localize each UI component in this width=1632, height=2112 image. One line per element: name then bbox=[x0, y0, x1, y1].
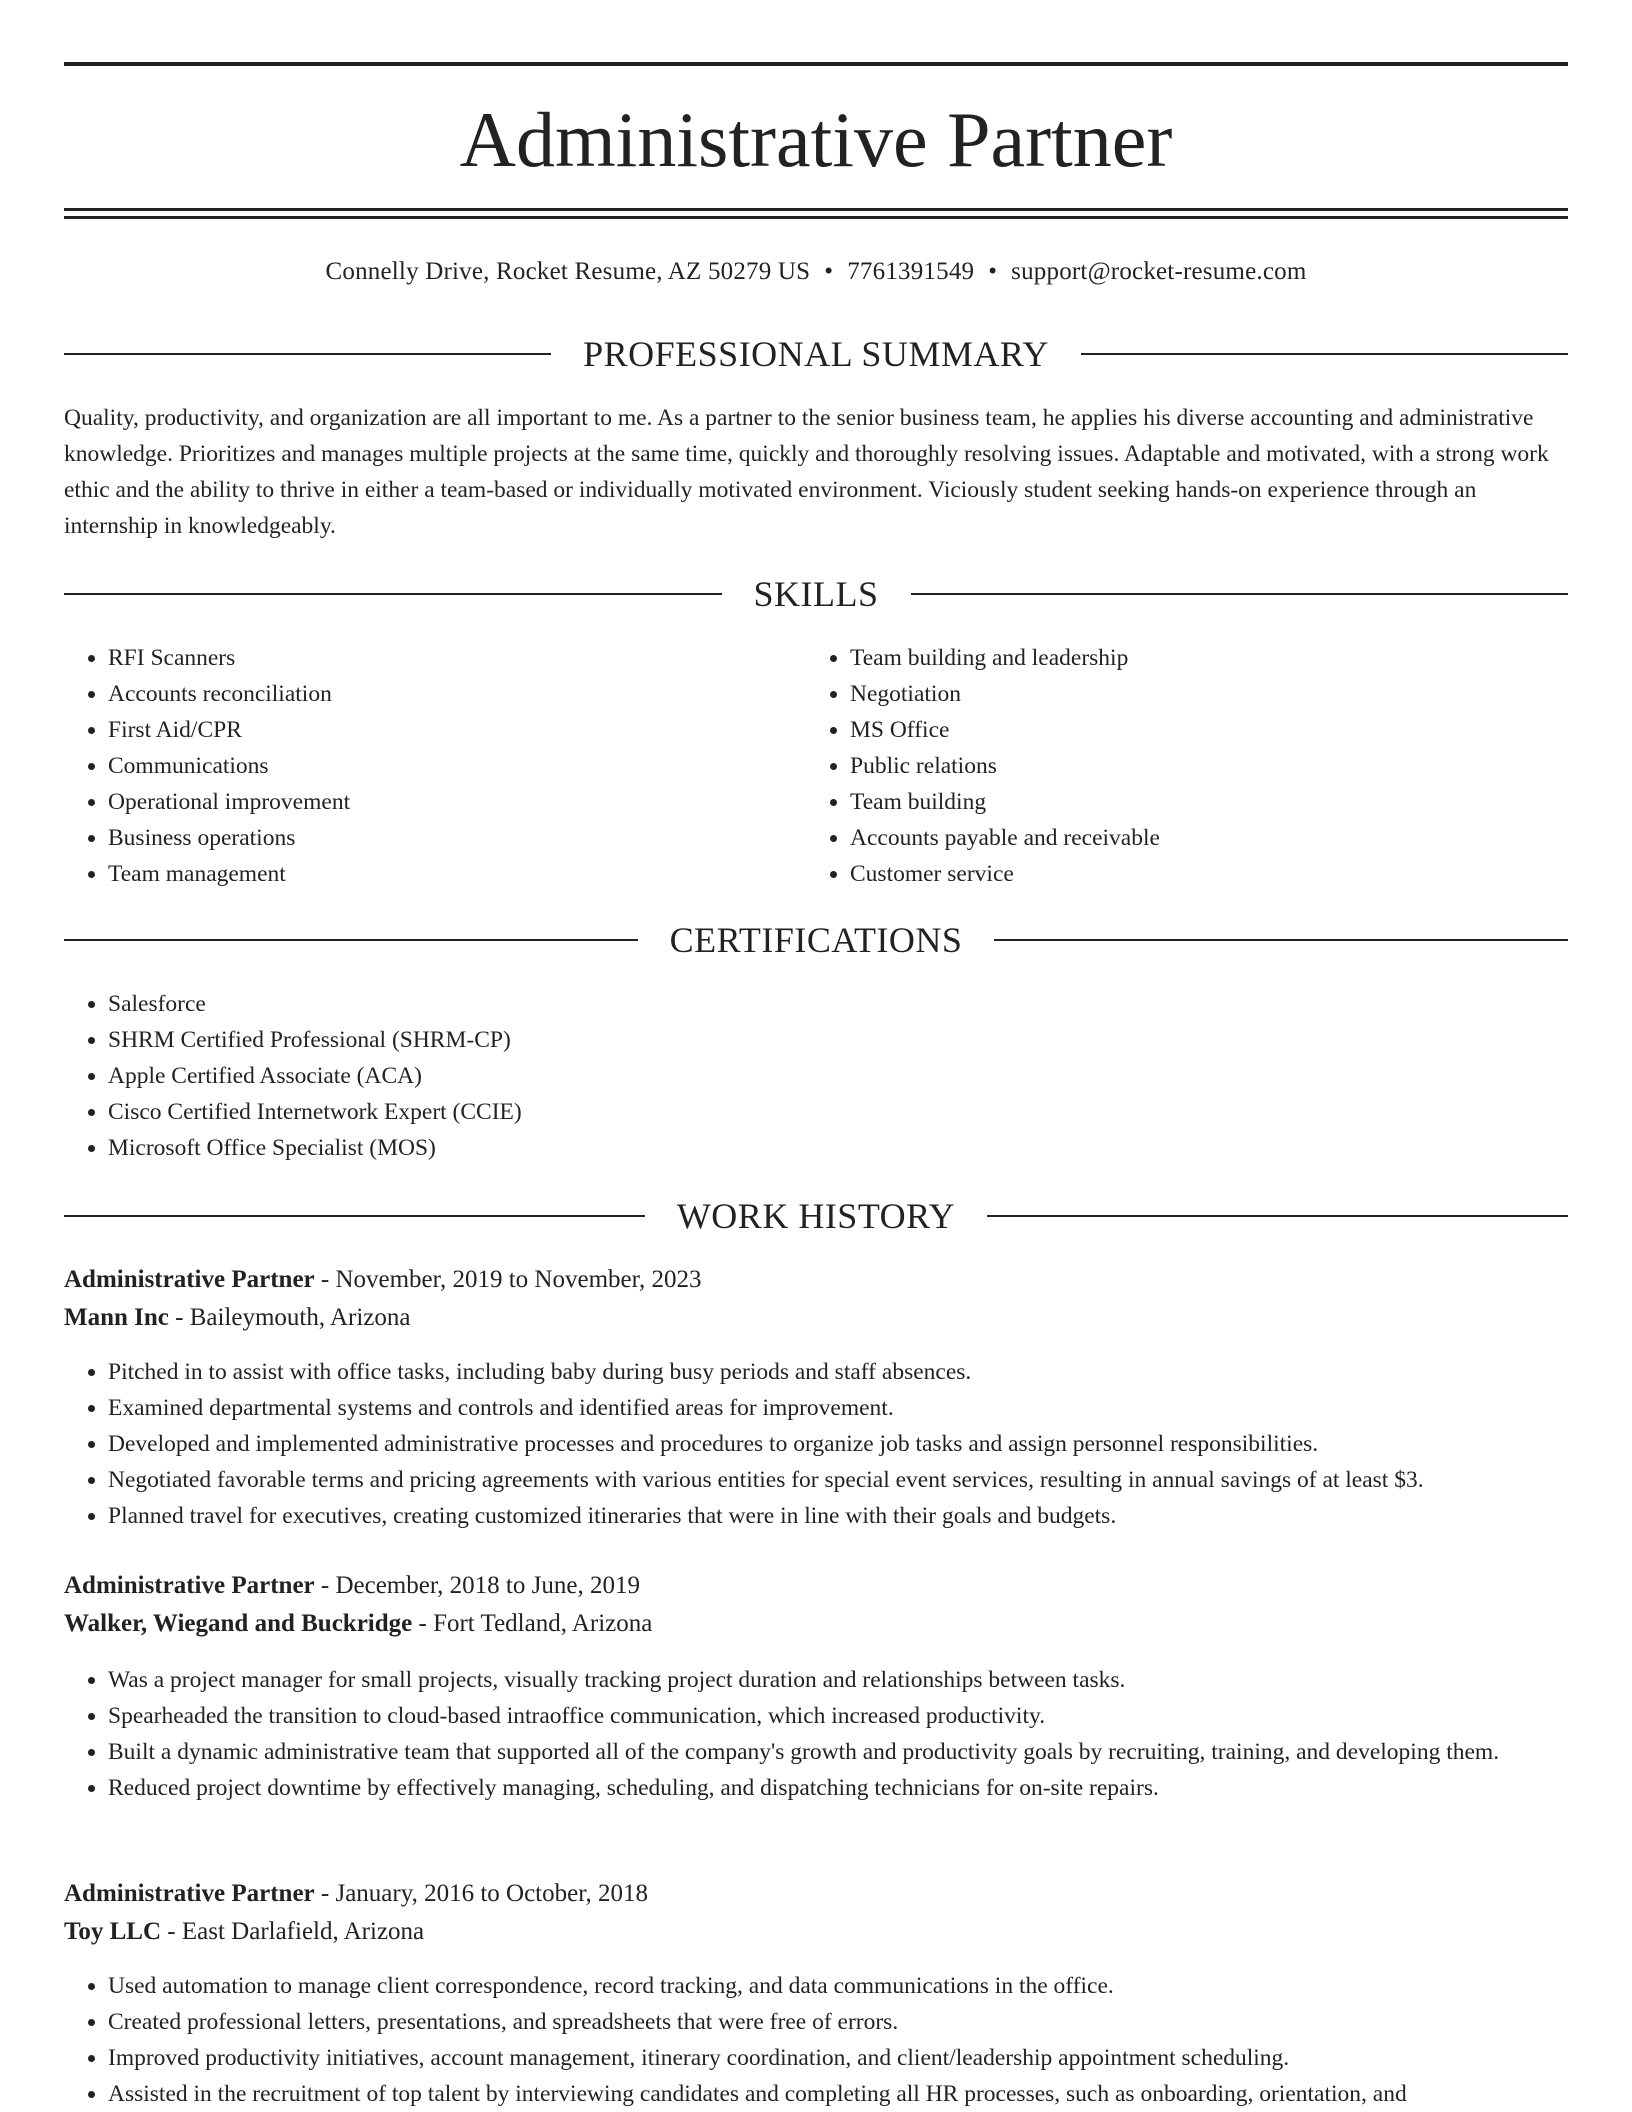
job-location: - East Darlafield, Arizona bbox=[161, 1918, 425, 1945]
job-bullet: • Pitched in to assist with office tasks, including baby during busy periods and staff absences. bbox=[108, 1354, 1568, 1390]
job-bullet: • Developed and implemented administrative processes and procedures to organize job tasks and assign personnel responsibilities. bbox=[108, 1426, 1568, 1462]
certifications-heading bbox=[64, 918, 1568, 962]
job-title-line bbox=[64, 1261, 1568, 1299]
skill-item: • Negotiation bbox=[850, 676, 1566, 712]
job-title-line bbox=[64, 1567, 1568, 1605]
job-role: Administrative Partner bbox=[64, 1880, 315, 1907]
summary-text: Quality, productivity, and organization are all important to me. As a partner to the senior business team, he applies his diverse accounting and administrative knowledge. Prioritizes and manages multiple projects at the same time, quickly and thoroughly resolving issues. Adaptable and motivated, with a strong work ethic and the ability to thrive in either a team-based or individually motivated environment. Viciously student seeking hands-on experience through an internship in knowledgeably. bbox=[64, 405, 1549, 539]
certifications-list bbox=[64, 986, 1568, 1166]
job-bullet: • Used automation to manage client correspondence, record tracking, and data communications in the office. bbox=[108, 1968, 1568, 2004]
contact-separator: • bbox=[988, 258, 998, 285]
job-bullet: • Planned travel for executives, creating customized itineraries that were in line with their goals and budgets. bbox=[108, 1498, 1568, 1534]
contact-phone: 7761391549 bbox=[847, 258, 975, 285]
job-bullet: • Assisted in the recruitment of top talent by interviewing candidates and completing all HR processes, such as onboarding, orientation, and bbox=[108, 2076, 1568, 2112]
skill-item: • Business operations bbox=[108, 820, 804, 856]
contact-address: Connelly Drive, Rocket Resume, AZ 50279 US bbox=[325, 258, 811, 285]
skill-item: • Operational improvement bbox=[108, 784, 804, 820]
job-role: Administrative Partner bbox=[64, 1572, 315, 1599]
skill-item: • MS Office bbox=[850, 712, 1566, 748]
skill-item: • Team building and leadership bbox=[850, 640, 1566, 676]
job-entry bbox=[64, 1567, 1568, 1643]
skills-heading-label: SKILLS bbox=[753, 574, 879, 614]
job-bullet: • Examined departmental systems and controls and identified areas for improvement. bbox=[108, 1390, 1568, 1426]
job-dates: - December, 2018 to June, 2019 bbox=[314, 1572, 640, 1599]
job-entry bbox=[64, 1875, 1568, 1951]
skill-item: • First Aid/CPR bbox=[108, 712, 804, 748]
job-role: Administrative Partner bbox=[64, 1266, 315, 1293]
summary-heading-label: PROFESSIONAL SUMMARY bbox=[583, 334, 1049, 374]
job-company: Toy LLC bbox=[64, 1918, 162, 1945]
job-bullets bbox=[64, 1662, 1568, 1806]
job-location: - Fort Tedland, Arizona bbox=[412, 1610, 653, 1637]
skills-right-column bbox=[806, 640, 1566, 892]
header-double-rule bbox=[64, 208, 1568, 219]
work-history-heading-label: WORK HISTORY bbox=[676, 1196, 956, 1236]
job-company-line bbox=[64, 1605, 1568, 1643]
certification-item: • Cisco Certified Internetwork Expert (CCIE) bbox=[108, 1094, 1568, 1130]
job-entry bbox=[64, 1261, 1568, 1337]
job-bullet: • Reduced project downtime by effectively managing, scheduling, and dispatching technicians for on-site repairs. bbox=[108, 1770, 1568, 1806]
job-dates: - November, 2019 to November, 2023 bbox=[314, 1266, 702, 1293]
certification-item: • Apple Certified Associate (ACA) bbox=[108, 1058, 1568, 1094]
contact-separator: • bbox=[824, 258, 834, 285]
contact-email: support@rocket-resume.com bbox=[1011, 258, 1307, 285]
certification-item: • SHRM Certified Professional (SHRM-CP) bbox=[108, 1022, 1568, 1058]
job-bullet: • Built a dynamic administrative team that supported all of the company's growth and productivity goals by recruiting, training, and developing them. bbox=[108, 1734, 1568, 1770]
skill-item: • Public relations bbox=[850, 748, 1566, 784]
job-title-line bbox=[64, 1875, 1568, 1913]
job-bullet: • Was a project manager for small projects, visually tracking project duration and relationships between tasks. bbox=[108, 1662, 1568, 1698]
summary-heading bbox=[64, 332, 1568, 376]
resume-title: Administrative Partner bbox=[459, 96, 1173, 183]
header-top-rule bbox=[64, 62, 1568, 66]
job-bullet: • Spearheaded the transition to cloud-based intraoffice communication, which increased productivity. bbox=[108, 1698, 1568, 1734]
job-bullet: • Improved productivity initiatives, account management, itinerary coordination, and client/leadership appointment scheduling. bbox=[108, 2040, 1568, 2076]
work-history-heading bbox=[64, 1194, 1568, 1238]
job-company: Walker, Wiegand and Buckridge bbox=[64, 1610, 413, 1637]
job-bullet: • Negotiated favorable terms and pricing agreements with various entities for special event services, resulting in annual savings of at least $3. bbox=[108, 1462, 1568, 1498]
job-dates: - January, 2016 to October, 2018 bbox=[314, 1880, 649, 1907]
contact-line bbox=[64, 254, 1568, 290]
certification-item: • Microsoft Office Specialist (MOS) bbox=[108, 1130, 1568, 1166]
skill-item: • RFI Scanners bbox=[108, 640, 804, 676]
skill-item: • Customer service bbox=[850, 856, 1566, 892]
skill-item: • Communications bbox=[108, 748, 804, 784]
job-location: - Baileymouth, Arizona bbox=[168, 1304, 411, 1331]
skill-item: • Team building bbox=[850, 784, 1566, 820]
job-bullets bbox=[64, 1354, 1568, 1534]
job-bullets bbox=[64, 1968, 1568, 2112]
skill-item: • Team management bbox=[108, 856, 804, 892]
skills-heading bbox=[64, 572, 1568, 616]
job-bullet: • Created professional letters, presentations, and spreadsheets that were free of errors. bbox=[108, 2004, 1568, 2040]
job-company-line bbox=[64, 1913, 1568, 1951]
skill-item: • Accounts payable and receivable bbox=[850, 820, 1566, 856]
skill-item: • Accounts reconciliation bbox=[108, 676, 804, 712]
skills-left-column bbox=[64, 640, 804, 892]
job-company-line bbox=[64, 1299, 1568, 1337]
certification-item: • Salesforce bbox=[108, 986, 1568, 1022]
certifications-heading-label: CERTIFICATIONS bbox=[669, 920, 963, 960]
job-company: Mann Inc bbox=[64, 1304, 169, 1331]
